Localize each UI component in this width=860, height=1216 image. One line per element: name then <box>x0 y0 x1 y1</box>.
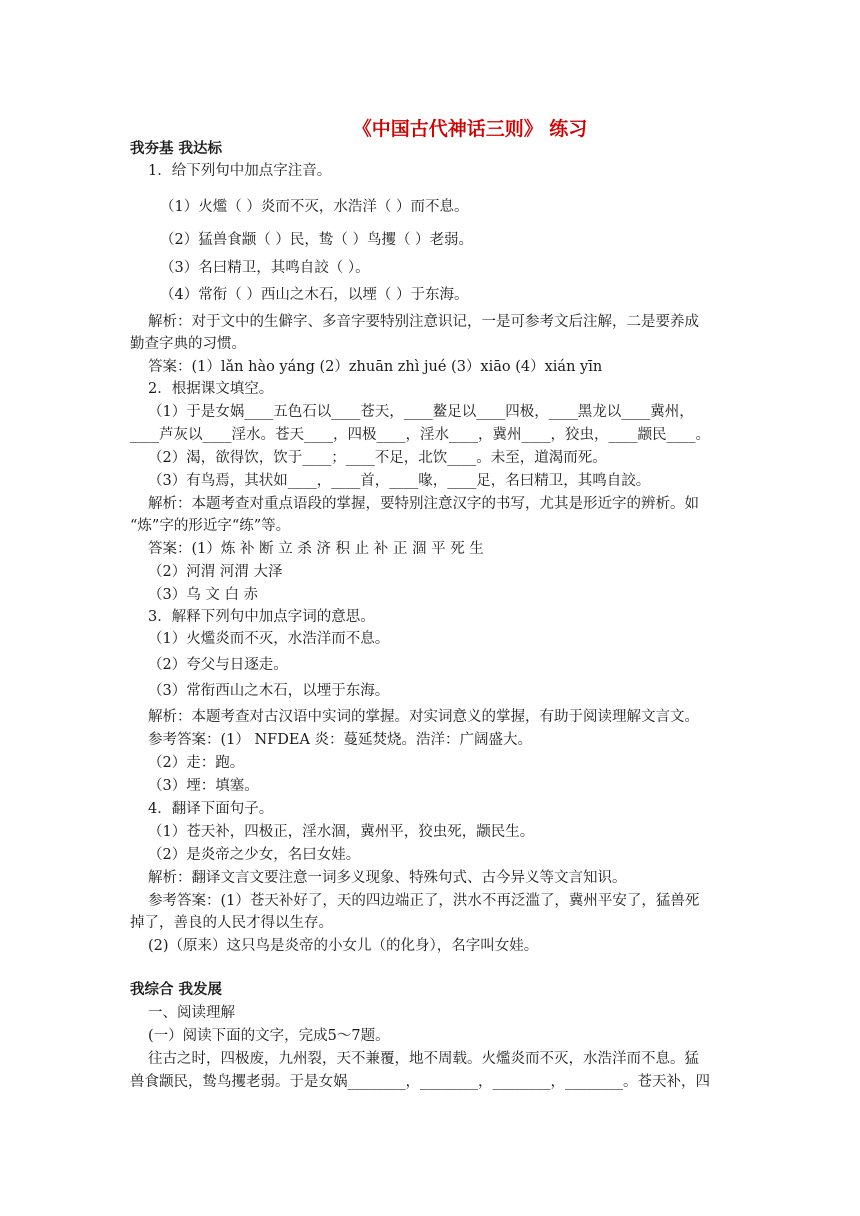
text-line: 勤查字典的习惯。 <box>130 336 246 352</box>
text-line: 参考答案：(1）苍天补好了，天的四边端正了，洪水不再泛滥了，冀州平安了，猛兽死 <box>148 893 700 909</box>
text-line: （2）走：跑。 <box>148 755 245 771</box>
text-line: 往古之时，四极废，九州裂，天不兼覆，地不周载。火爁炎而不灭，水浩洋而不息。猛 <box>148 1051 699 1067</box>
text-line: 解析：翻译文言文要注意一词多义现象、特殊句式、古今异义等文言知识。 <box>148 870 627 886</box>
text-line: （2）夸父与日逐走。 <box>148 657 288 673</box>
section-heading: 我综合 我发展 <box>130 981 223 998</box>
text-line: ____芦灰以____淫水。苍天____，四极____，淫水____，冀州____，狡虫，____颛民____。 <box>130 427 710 443</box>
text-line: （3）有鸟焉，其状如____，____首，____喙，____足，名曰精卫，其鸣自詨。 <box>148 473 651 489</box>
text-line: (一）阅读下面的文字，完成5～7题。 <box>148 1028 390 1044</box>
text-line: （2）是炎帝之少女，名曰女娃。 <box>148 847 361 863</box>
text-line: （1）火爁炎而不灭，水浩洋而不息。 <box>148 631 390 647</box>
text-line: 2．根据课文填空。 <box>148 381 274 397</box>
text-line: （2）河渭 河渭 大泽 <box>148 564 283 580</box>
text-line: 掉了，善良的人民才得以生存。 <box>130 915 333 931</box>
text-line: 一、阅读理解 <box>148 1005 235 1021</box>
text-line: （3）堙：填塞。 <box>148 778 259 794</box>
text-line: 3．解释下列句中加点字词的意思。 <box>148 609 375 625</box>
page-title: 《中国古代神话三则》 练习 <box>352 118 588 140</box>
text-line: 解析：对于文中的生僻字、多音字要特别注意识记，一是可参考文后注解，二是要养成 <box>148 314 699 330</box>
text-line: (2)（原来）这只鸟是炎帝的小女儿（的化身），名字叫女娃。 <box>148 938 539 954</box>
text-line: 答案：(1）炼 补 断 立 杀 济 积 止 补 正 涸 平 死 生 <box>148 541 484 557</box>
text-line: 1．给下列句中加点字注音。 <box>148 163 332 179</box>
text-line: 答案：(1）lǎn hào yáng (2）zhuān zhì jué (3）xiāo (4）xián yīn <box>148 359 603 375</box>
text-line: （1）火爁（ ）炎而不灭，水浩洋（ ）而不息。 <box>160 199 469 215</box>
text-line: （2）渴，欲得饮，饮于____；____不足，北饮____。未至，道渴而死。 <box>148 450 607 466</box>
text-line: （4）常衔（ ）西山之木石，以堙（ ）于东海。 <box>160 287 469 303</box>
section-heading: 我夯基 我达标 <box>130 140 223 157</box>
text-line: 解析：本题考查对重点语段的掌握，要特别注意汉字的书写，尤其是形近字的辨析。如 <box>148 496 699 512</box>
text-line: 参考答案：(1） NFDEA 炎：蔓延焚烧。浩洋：广阔盛大。 <box>148 732 533 748</box>
text-line: （3）常衔西山之木石，以堙于东海。 <box>148 683 390 699</box>
text-line: 兽食颛民，鸷鸟攫老弱。于是女娲________，________，________，________。苍天补，四 <box>130 1074 710 1090</box>
text-line: （2）猛兽食颛（ ）民，鸷（ ）鸟攫（ ）老弱。 <box>160 232 474 248</box>
text-line: （1）于是女娲____五色石以____苍天，____鳌足以____四极，____黑龙以____冀州， <box>148 404 694 420</box>
text-line: （3）名曰精卫，其鸣自詨（ ）。 <box>160 260 370 276</box>
text-line: 解析：本题考查对古汉语中实词的掌握。对实词意义的掌握，有助于阅读理解文言文。 <box>148 709 699 725</box>
text-line: “炼”字的形近字“练”等。 <box>130 518 291 534</box>
text-line: （3）乌 文 白 赤 <box>148 587 259 603</box>
text-line: （1）苍天补，四极正，淫水涸，冀州平，狡虫死，颛民生。 <box>148 824 535 840</box>
text-line: 4．翻译下面句子。 <box>148 801 274 817</box>
